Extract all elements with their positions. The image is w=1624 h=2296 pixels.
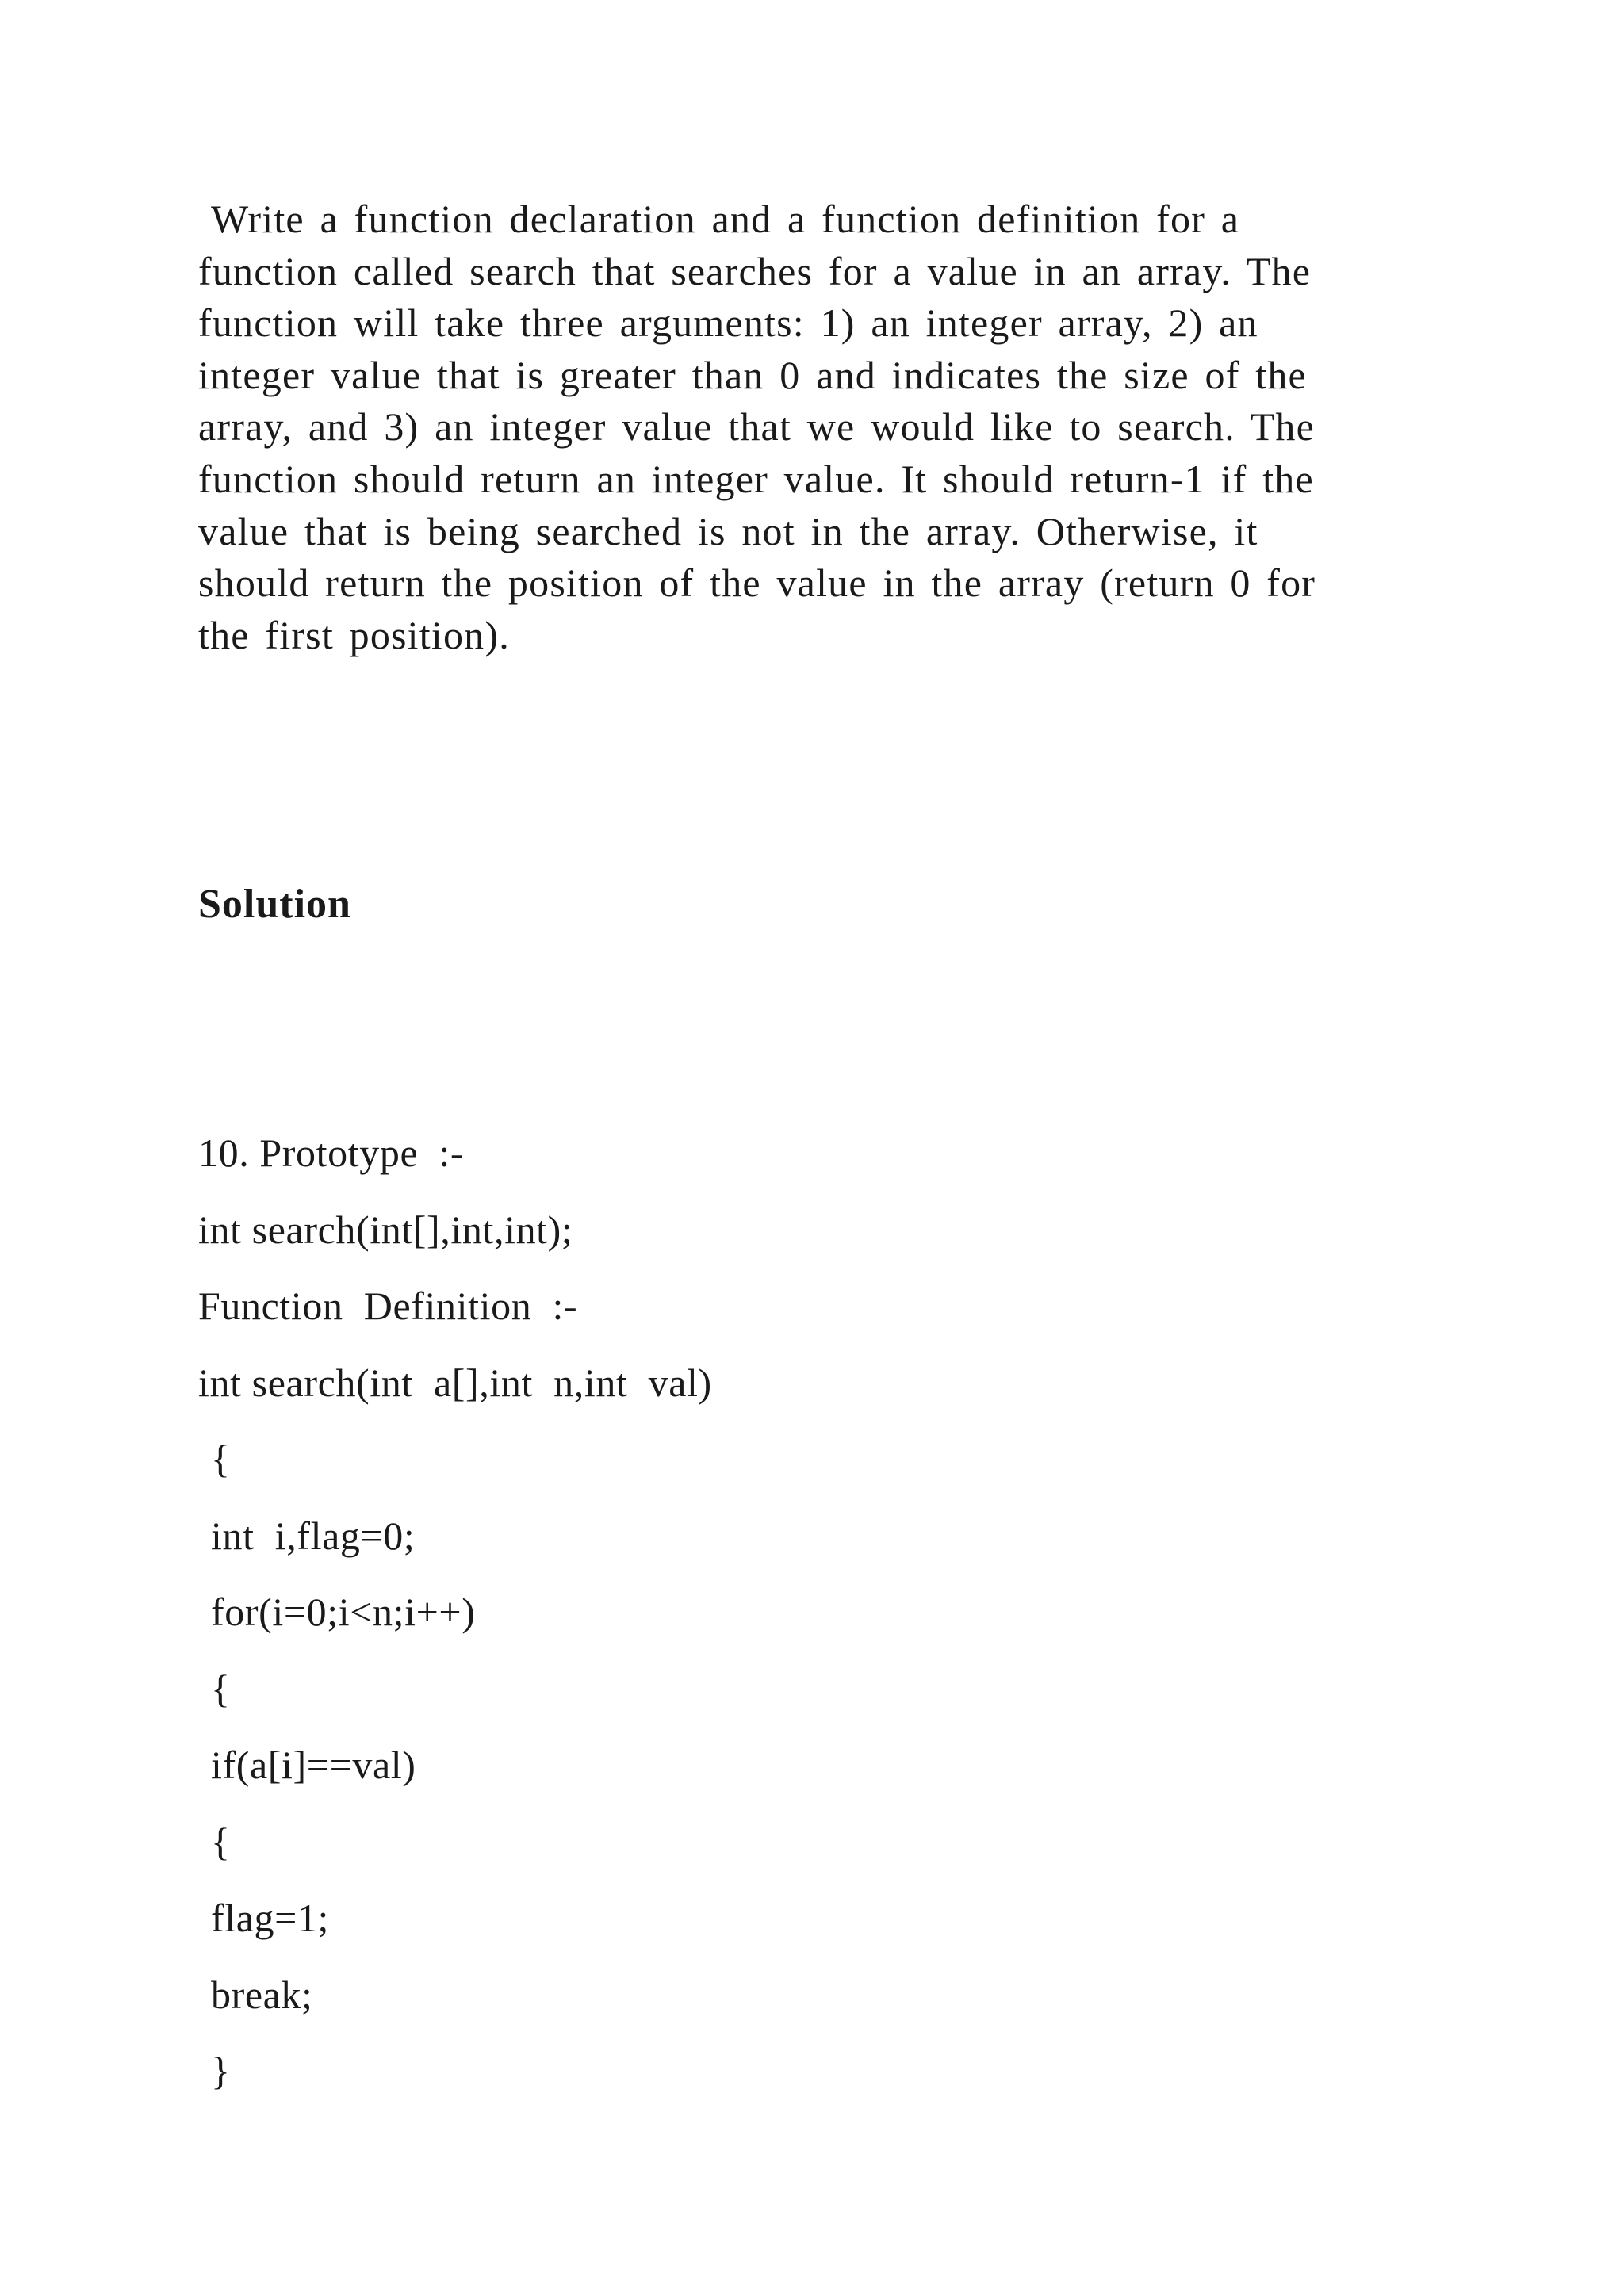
question-line: integer value that is greater than 0 and indicates the size of the (198, 352, 1307, 397)
code-line: { (211, 1437, 231, 1481)
code-line: flag=1; (211, 1896, 330, 1940)
code-line: { (211, 1666, 231, 1711)
solution-body (198, 1115, 1388, 2110)
question-line: function called search that searches for a value in an array. The (198, 248, 1312, 293)
question-line: function will take three arguments: 1) an integer array, 2) an (198, 300, 1258, 346)
solution-heading: Solution (198, 882, 351, 927)
prototype-label: 10. Prototype :- (198, 1131, 465, 1175)
question-line: the first position). (198, 612, 510, 657)
question-paragraph (198, 193, 1435, 661)
code-line: for(i=0;i<n;i++) (211, 1590, 476, 1634)
code-line: break; (211, 1972, 313, 2017)
question-line: array, and 3) an integer value that we would like to search. The (198, 404, 1316, 450)
code-line: if(a[i]==val) (211, 1743, 416, 1787)
code-line: int i,flag=0; (211, 1513, 416, 1558)
question-line: Write a function declaration and a function definition for a (211, 197, 1240, 241)
code-line: } (211, 2049, 231, 2093)
code-line: int search(int a[],int n,int val) (198, 1360, 712, 1405)
question-line: should return the position of the value in the array (return 0 for (198, 561, 1316, 606)
prototype-code: int search(int[],int,int); (198, 1207, 573, 1252)
question-line: value that is being searched is not in the array. Otherwise, it (198, 508, 1258, 553)
definition-label: Function Definition :- (198, 1284, 578, 1328)
code-line: { (211, 1819, 231, 1864)
question-line: function should return an integer value. It should return-1 if the (198, 456, 1314, 501)
